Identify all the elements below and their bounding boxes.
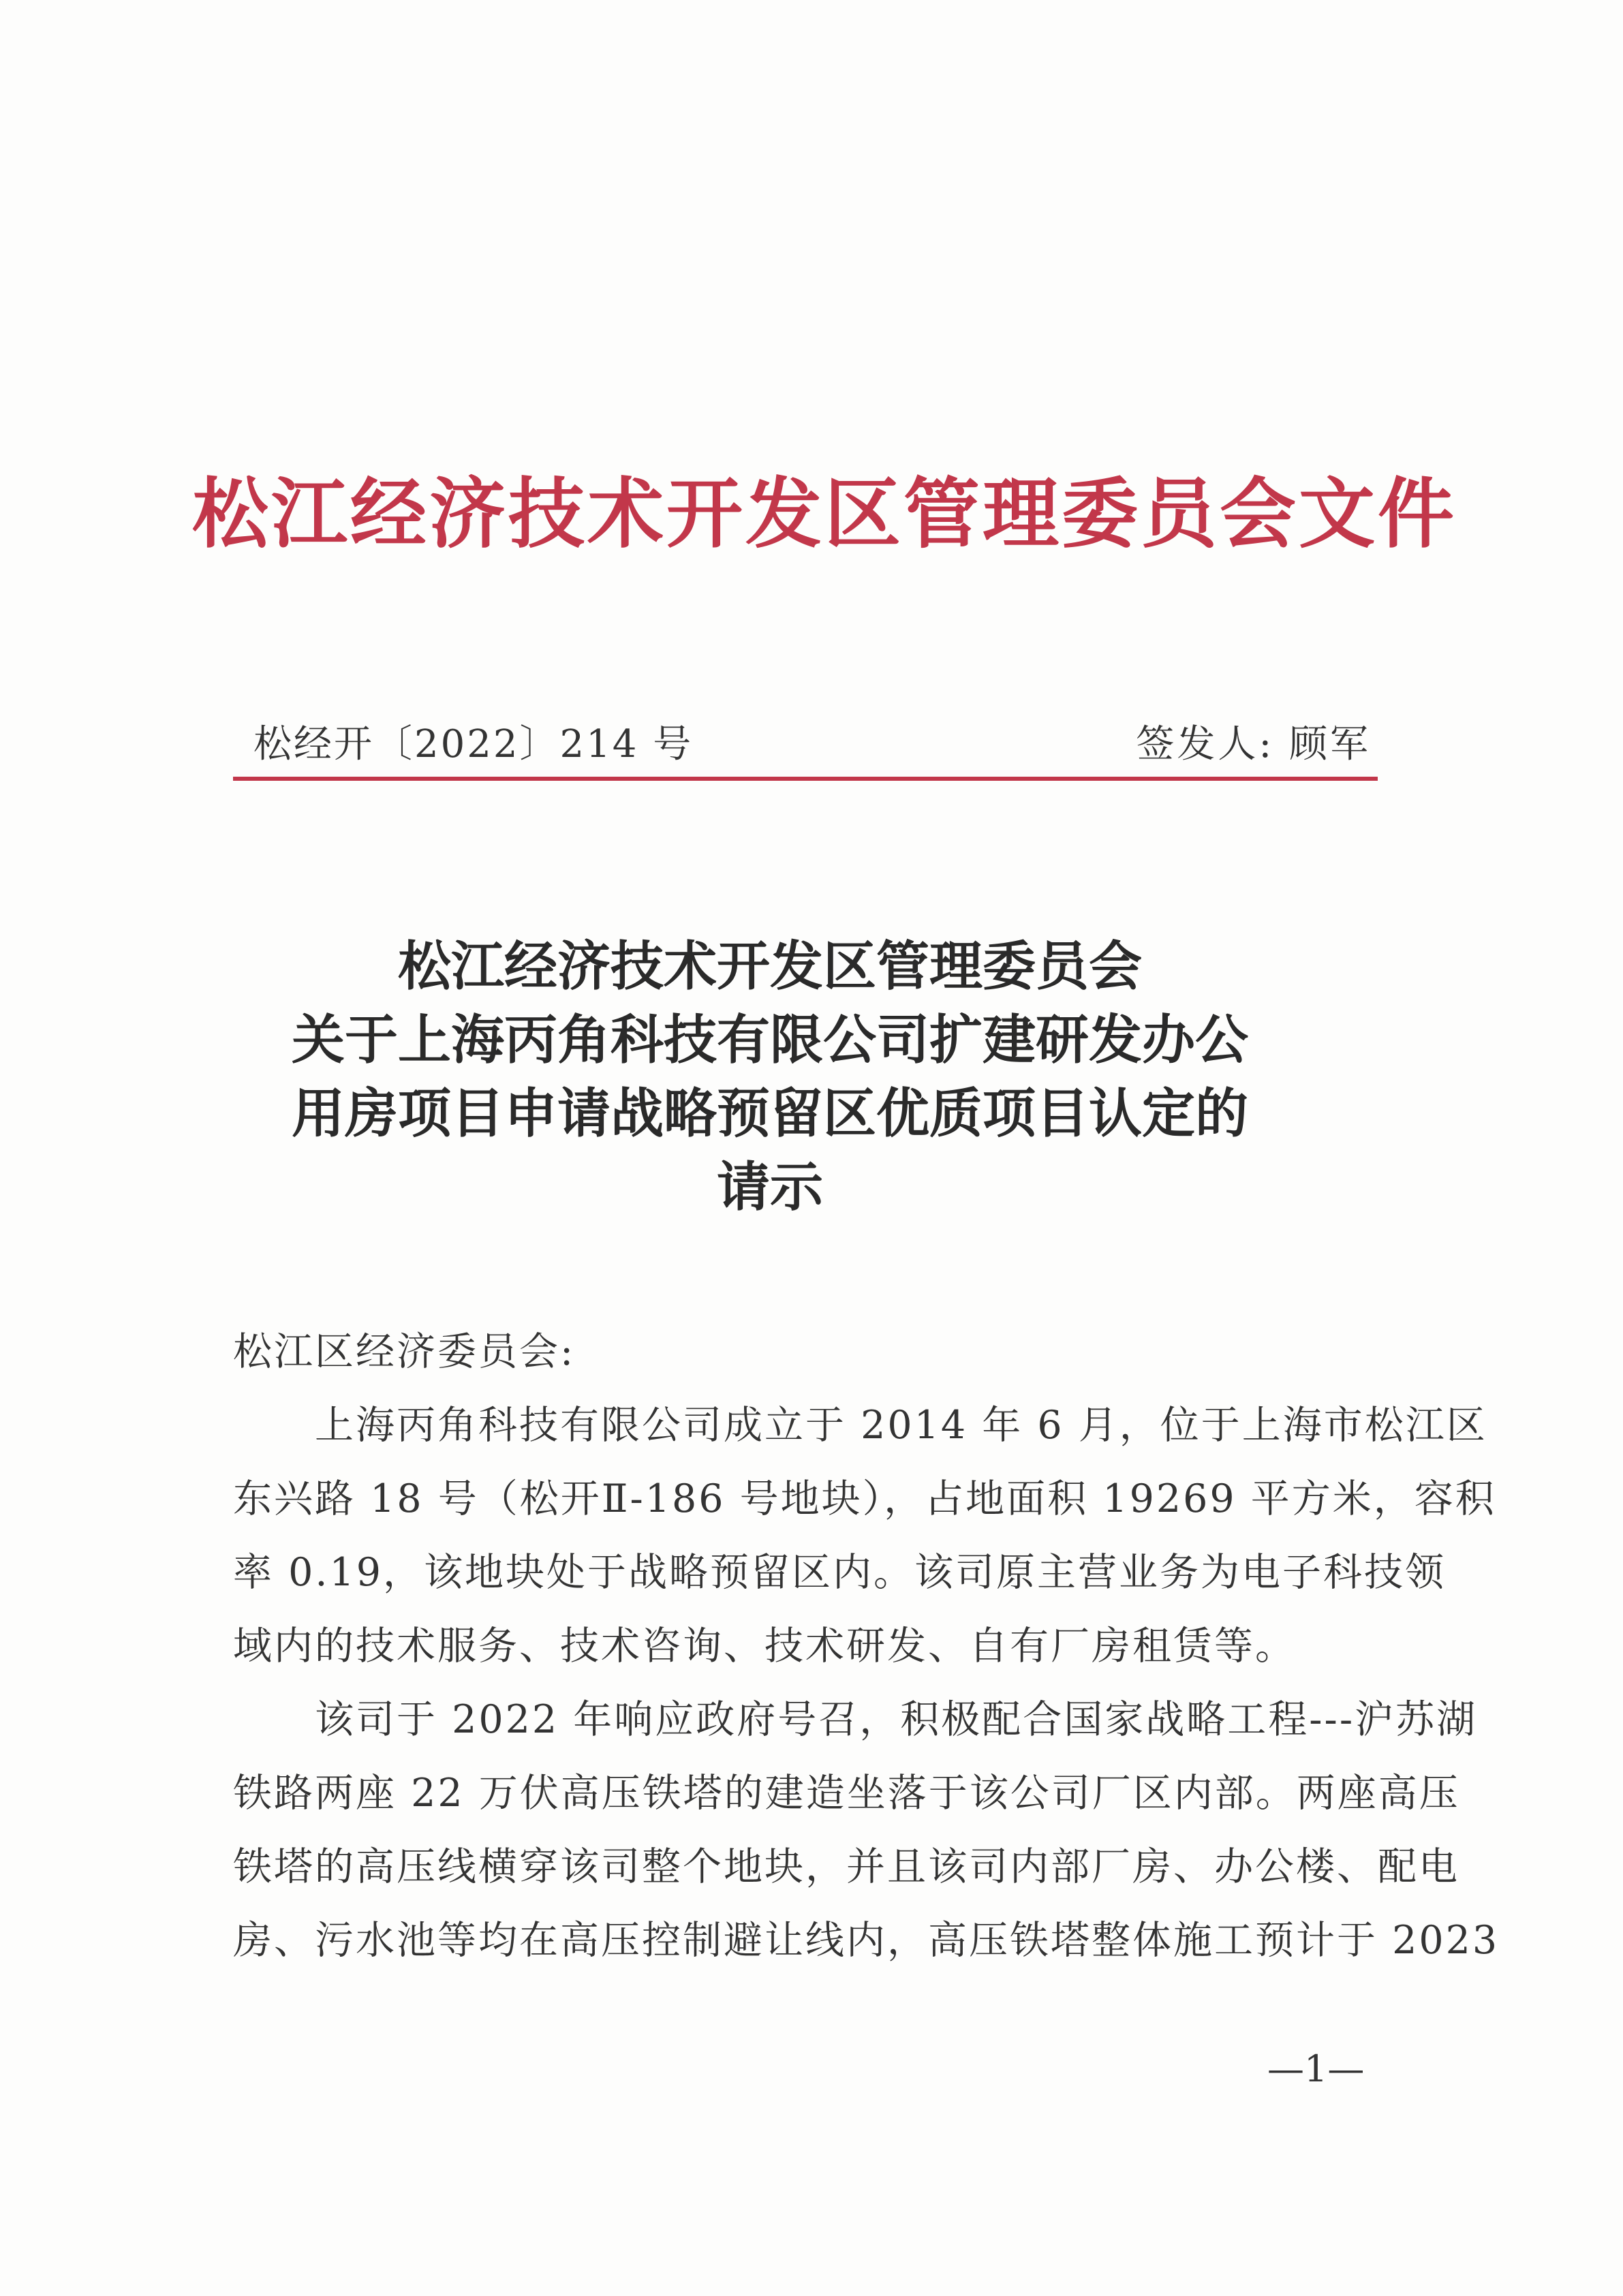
body-line: 率 0.19，该地块处于战略预留区内。该司原主营业务为电子科技领 <box>233 1550 1447 1595</box>
body-line: 铁路两座 22 万伏高压铁塔的建造坐落于该公司厂区内部。两座高压 <box>233 1771 1460 1816</box>
red-divider <box>233 777 1378 781</box>
document-title <box>225 930 1315 1224</box>
title-line: 请示 <box>716 1156 823 1218</box>
title-line: 关于上海丙角科技有限公司扩建研发办公 <box>291 1009 1248 1071</box>
body-line: 东兴路 18 号（松开Ⅱ-186 号地块），占地面积 19269 平方米，容积 <box>233 1476 1496 1521</box>
body-line: 铁塔的高压线横穿该司整个地块，并且该司内部厂房、办公楼、配电 <box>233 1844 1459 1889</box>
title-line: 松江经济技术开发区管理委员会 <box>397 935 1142 997</box>
document-body <box>233 1315 1500 1977</box>
body-line: 该司于 2022 年响应政府号召，积极配合国家战略工程---沪苏湖 <box>315 1697 1478 1742</box>
title-line: 用房项目申请战略预留区优质项目认定的 <box>291 1083 1248 1145</box>
salutation: 松江区经济委员会: <box>233 1329 576 1374</box>
document-number: 松经开〔2022〕214 号 <box>253 722 694 766</box>
body-line: 上海丙角科技有限公司成立于 2014 年 6 月，位于上海市松江区 <box>315 1403 1487 1448</box>
body-line: 域内的技术服务、技术咨询、技术研发、自有厂房租赁等。 <box>233 1624 1296 1669</box>
signer: 签发人: 顾军 <box>1136 722 1371 766</box>
body-line: 房、污水池等均在高压控制避让线内，高压铁塔整体施工预计于 2023 <box>233 1918 1500 1963</box>
document-header-title: 松江经济技术开发区管理委员会文件 <box>192 469 1457 559</box>
page-number: —1— <box>1267 2047 1365 2090</box>
